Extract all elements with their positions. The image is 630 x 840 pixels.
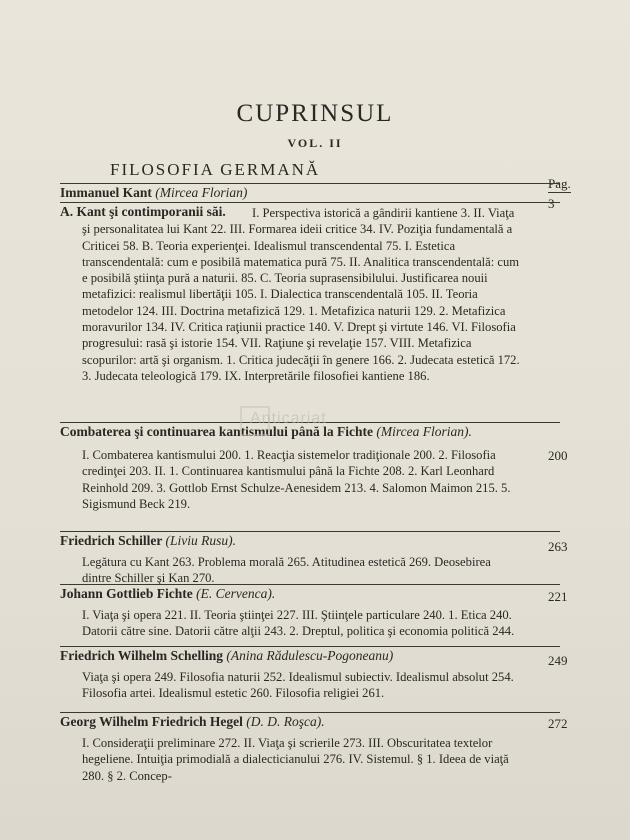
- toc-entry: [60, 423, 580, 512]
- entry-description: I. Perspectiva istorică a gândirii kantiene 3. II. Viaţa şi personalitatea lui Kant 22. III. Formarea ideii critice 34. IV. Poziţia fundamentală a Criticei 58. B. Teoria experienţei. Idealismul transcendental 75. I. Estetica transcendentală: cum e posibilă matematica pură 75. II. Analitica transcendentală: cum e posibilă ştiinţa pură a naturii. 85. C. Teoria suprasensibilului. Justificarea nouii metafizici: realismul libertăţii 105. I. Dialectica transcendentală 105. II. Teoria metodelor 124. III. Doctrina metafizică 129. 1. Metafizica naturii 129. 2. Metafizica moravurilor 134. IV. Critica raţiunii practice 140. V. Drept şi virtute 146. VI. Filosofia progresului: rasă şi istorie 154. VII. Raţiune şi revelaţie 157. VIII. Metafizica scopurilor: artă şi organism. 1. Critica judecăţii în genere 166. 2. Judecata estetică 172. 3. Judecata teleologică 179. IX. Interpretările filosofiei kantiene 186.: [82, 206, 520, 383]
- entry-title: Immanuel Kant: [60, 185, 152, 200]
- entry-title: Friedrich Schiller: [60, 533, 163, 548]
- entry-heading: [60, 647, 580, 665]
- entry-page-number: 221: [548, 589, 568, 604]
- toc-entry: [60, 585, 580, 640]
- toc-entry: [60, 184, 580, 202]
- entry-description: I. Combaterea kantismului 200. 1. Reacţia sistemelor tradiţionale 200. 2. Filosofia credinţei 203. II. 1. Continuarea kantismului până la Fichte 208. 2. Karl Leonhard Reinhold 209. 3. Gottlob Ernst Schulze-Aenesidem 213. 4. Salomon Maimon 215. 5. Sigismund Beck 219.: [82, 448, 511, 511]
- entry-author: (Mircea Florian).: [376, 424, 472, 439]
- entry-description: I. Viaţa şi opera 221. II. Teoria ştiinţei 227. III. Ştiinţele particulare 240. 1. Etica 240. Datorii către sine. Datorii către alţii 243. 2. Dreptul, politica şi economia politică 244.: [82, 608, 515, 639]
- entry-author: (Liviu Rusu).: [165, 533, 236, 548]
- entry-description: Viaţa şi opera 249. Filosofia naturii 252. Idealismul subiectiv. Idealismul absolut 254. Filosofia artei. Idealismul estetic 260. Filosofia religiei 261.: [82, 670, 514, 701]
- entry-description: Legătura cu Kant 263. Problema morală 265. Atitudinea estetică 269. Deosebirea dintre Schiller şi Kan 270.: [82, 555, 491, 586]
- entry-author: (Mircea Florian): [155, 185, 248, 200]
- entry-page-number: 200: [548, 448, 568, 463]
- entry-heading: [60, 713, 580, 731]
- entry-page-number: 263: [548, 539, 568, 554]
- entry-page-number: 3: [548, 196, 555, 211]
- section-heading: FILOSOFIA GERMANĂ: [110, 160, 321, 179]
- page-column-label: Pag.: [548, 176, 571, 191]
- entry-description: I. Consideraţii preliminare 272. II. Viaţa şi scrierile 273. III. Obscuritatea textelor hegeliene. Intuiţia primodială a dialecticianului 276. IV. Sistemul. § 1. Ideea de viaţă 280. § 2. Concep-: [82, 736, 509, 783]
- entry-page-number: 272: [548, 716, 568, 731]
- volume-label: VOL. II: [287, 136, 343, 150]
- entry-title: Georg Wilhelm Friedrich Hegel: [60, 714, 243, 729]
- entry-author: (D. D. Roşca).: [246, 714, 325, 729]
- entry-page-number: 249: [548, 653, 568, 668]
- entry-title: Johann Gottlieb Fichte: [60, 586, 193, 601]
- entry-title: Friedrich Wilhelm Schelling: [60, 648, 224, 663]
- toc-entry: [60, 203, 580, 384]
- entry-heading: [60, 532, 580, 550]
- entry-heading: [60, 585, 580, 603]
- toc-entry: [60, 532, 580, 587]
- entry-title: A. Kant şi contimporanii săi.: [60, 204, 226, 219]
- toc-entry: [60, 647, 580, 702]
- toc-entry: [60, 713, 580, 784]
- entry-author: (Anina Rădulescu-Pogoneanu): [226, 648, 394, 663]
- entry-heading: [60, 184, 580, 202]
- entry-author: (E. Cervenca).: [196, 586, 276, 601]
- document-title: CUPRINSUL: [236, 100, 394, 127]
- watermark: Anticariat: [250, 410, 327, 427]
- entry-title: Combaterea şi continuarea kantismului până la Fichte: [60, 424, 374, 439]
